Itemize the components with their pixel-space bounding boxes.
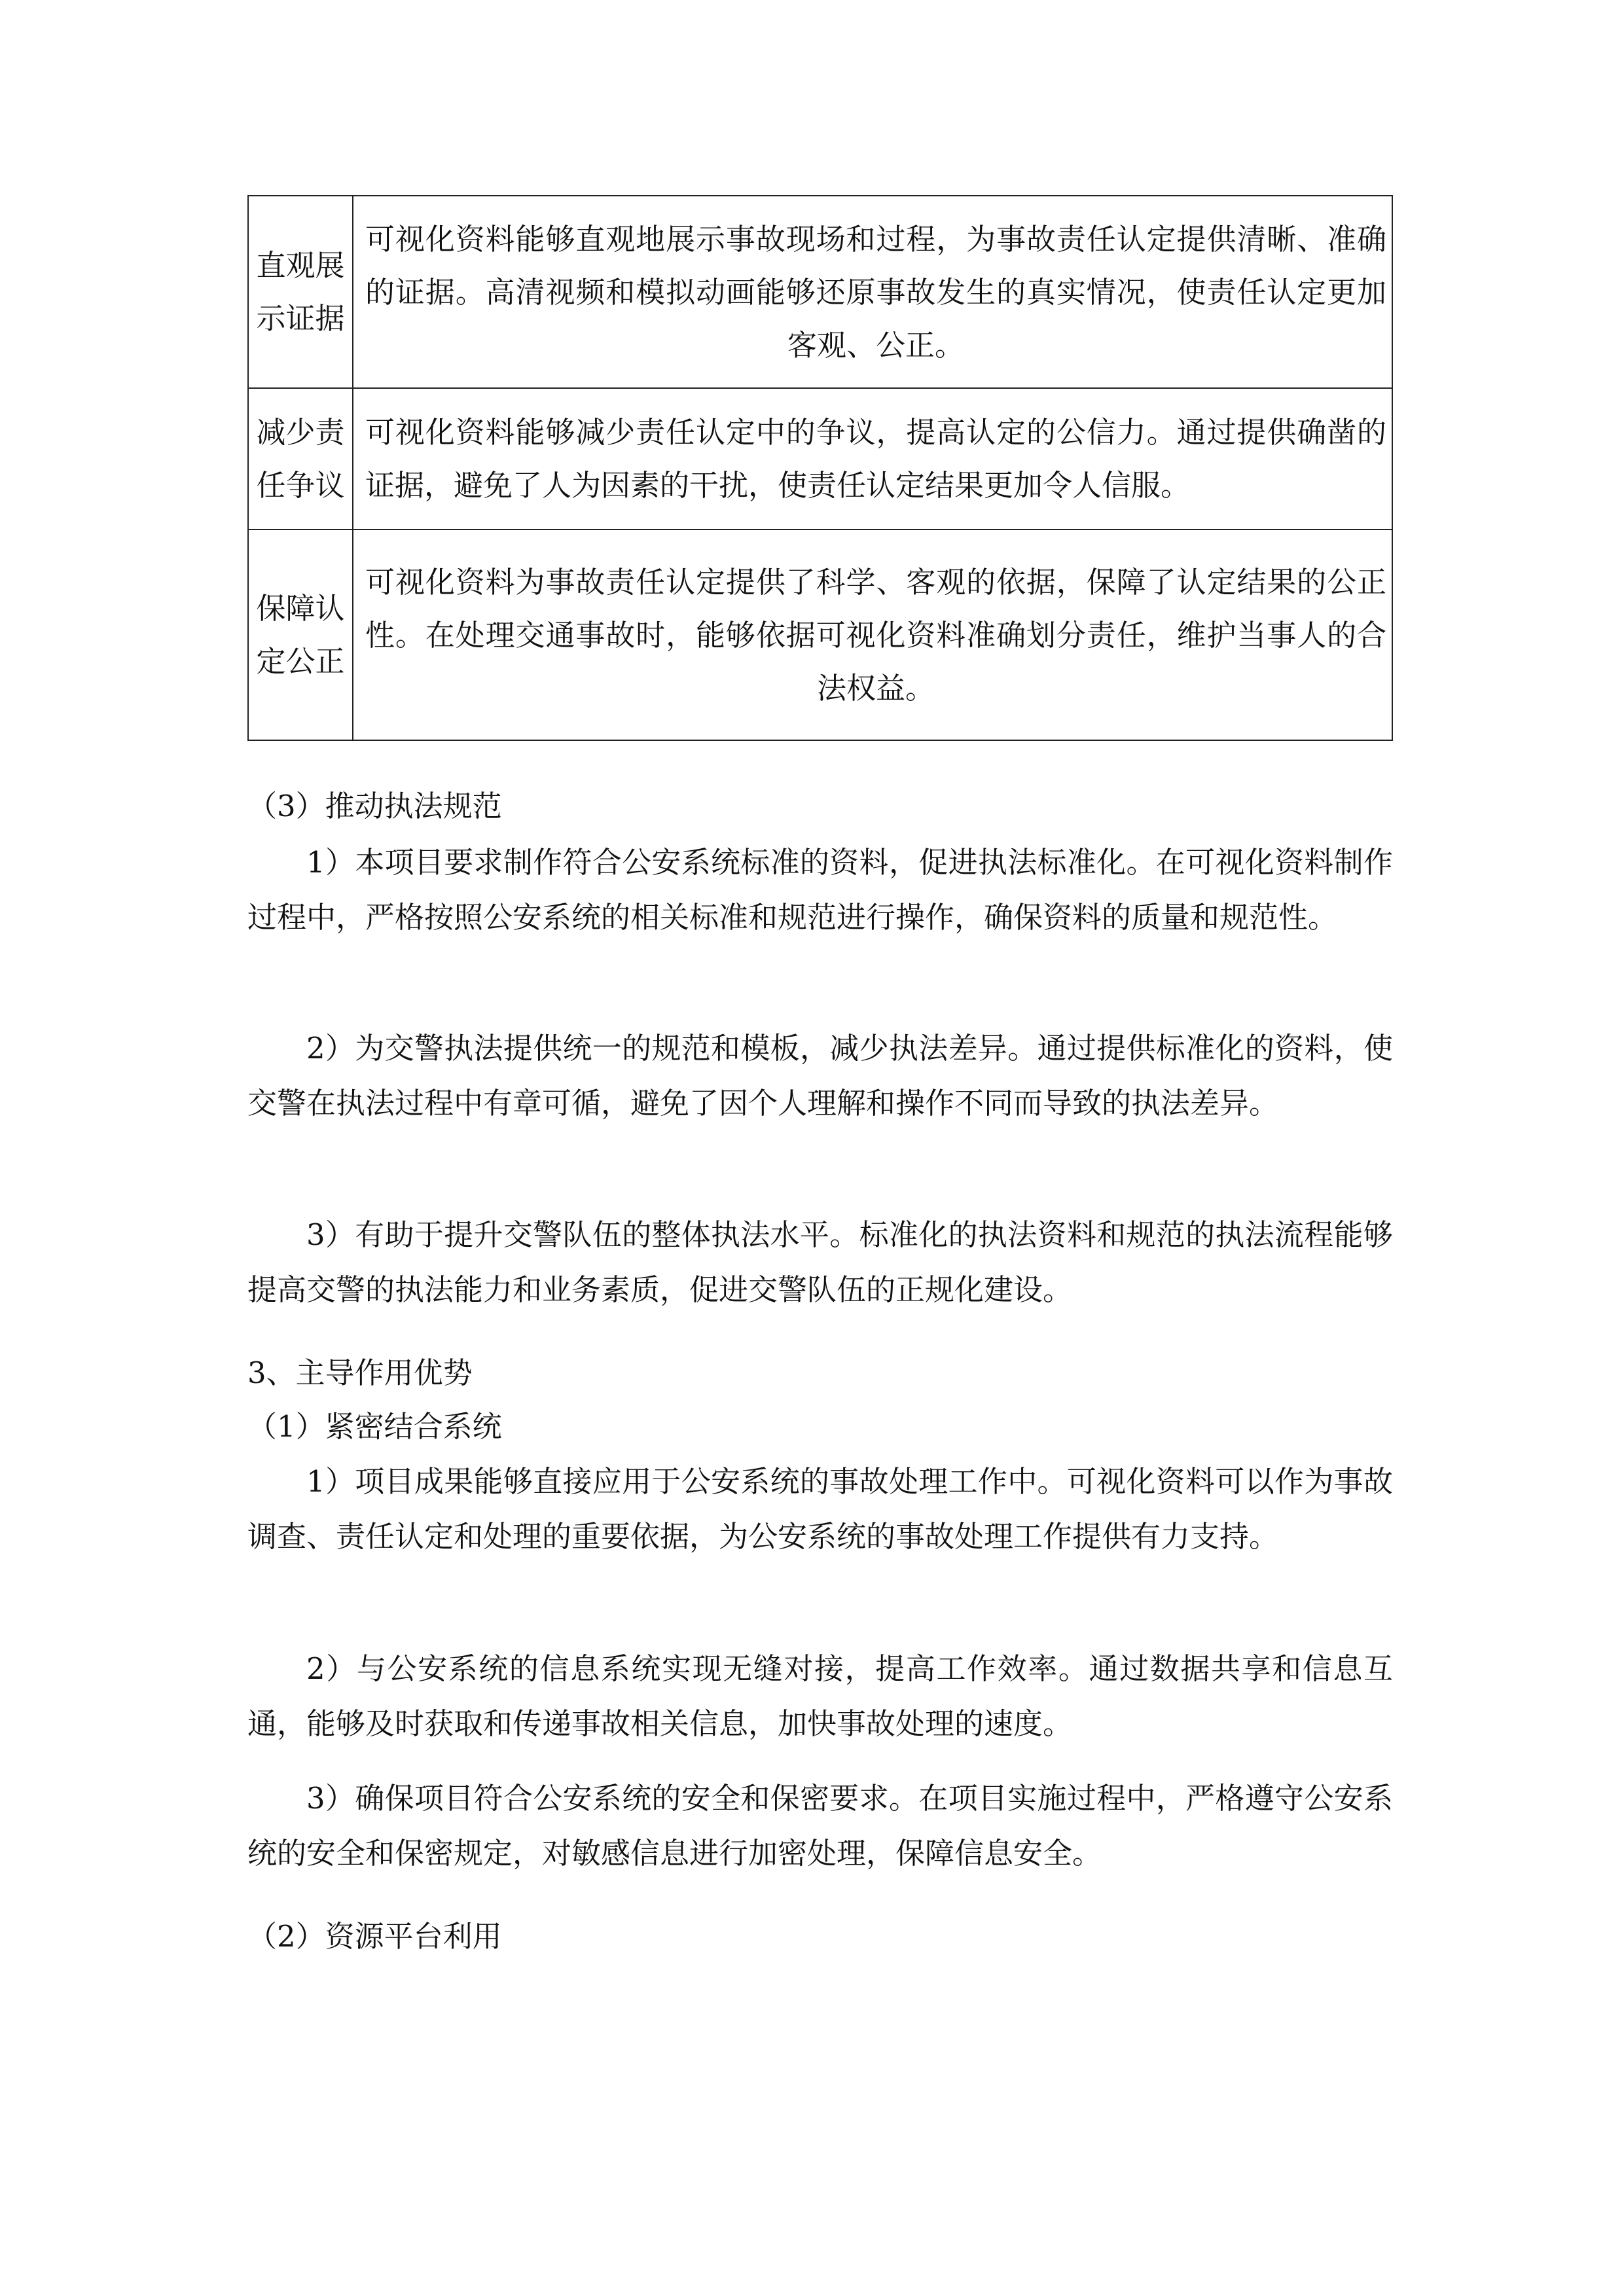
row-content: 可视化资料能够减少责任认定中的争议，提高认定的公信力。通过提供确凿的证据，避免了人为因素的干扰，使责任认定结果更加令人信服。 xyxy=(353,388,1392,529)
paragraph: 2）与公安系统的信息系统实现无缝对接，提高工作效率。通过数据共享和信息互通，能够及时获取和传递事故相关信息，加快事故处理的速度。 xyxy=(247,1651,1393,1741)
chapter-heading: 3、主导作用优势 xyxy=(247,1355,473,1390)
paragraph: 2）为交警执法提供统一的规范和模板，减少执法差异。通过提供标准化的资料，使交警在执法过程中有章可循，避免了因个人理解和操作不同而导致的执法差异。 xyxy=(247,1031,1393,1121)
row-label: 减少责任争议 xyxy=(248,388,353,529)
paragraph: 3）确保项目符合公安系统的安全和保密要求。在项目实施过程中，严格遵守公安系统的安全和保密规定，对敏感信息进行加密处理，保障信息安全。 xyxy=(247,1781,1393,1871)
row-label: 保障认定公正 xyxy=(248,529,353,740)
section-heading: （1）紧密结合系统 xyxy=(247,1409,502,1444)
advantage-table xyxy=(247,195,1393,741)
paragraph: 1）本项目要求制作符合公安系统标准的资料，促进执法标准化。在可视化资料制作过程中，严格按照公安系统的相关标准和规范进行操作，确保资料的质量和规范性。 xyxy=(247,845,1393,935)
table-row xyxy=(248,529,1392,740)
section-heading: （3）推动执法规范 xyxy=(247,789,502,823)
row-content: 可视化资料能够直观地展示事故现场和过程，为事故责任认定提供清晰、准确的证据。高清视频和模拟动画能够还原事故发生的真实情况，使责任认定更加客观、公正。 xyxy=(353,196,1392,388)
table-row xyxy=(248,388,1392,529)
paragraph: 3）有助于提升交警队伍的整体执法水平。标准化的执法资料和规范的执法流程能够提高交警的执法能力和业务素质，促进交警队伍的正规化建设。 xyxy=(247,1217,1393,1307)
row-label: 直观展示证据 xyxy=(248,196,353,388)
paragraph: 1）项目成果能够直接应用于公安系统的事故处理工作中。可视化资料可以作为事故调查、责任认定和处理的重要依据，为公安系统的事故处理工作提供有力支持。 xyxy=(247,1464,1393,1554)
section-heading: （2）资源平台利用 xyxy=(247,1919,502,1954)
table-row xyxy=(248,196,1392,388)
row-content: 可视化资料为事故责任认定提供了科学、客观的依据，保障了认定结果的公正性。在处理交通事故时，能够依据可视化资料准确划分责任，维护当事人的合法权益。 xyxy=(353,529,1392,740)
